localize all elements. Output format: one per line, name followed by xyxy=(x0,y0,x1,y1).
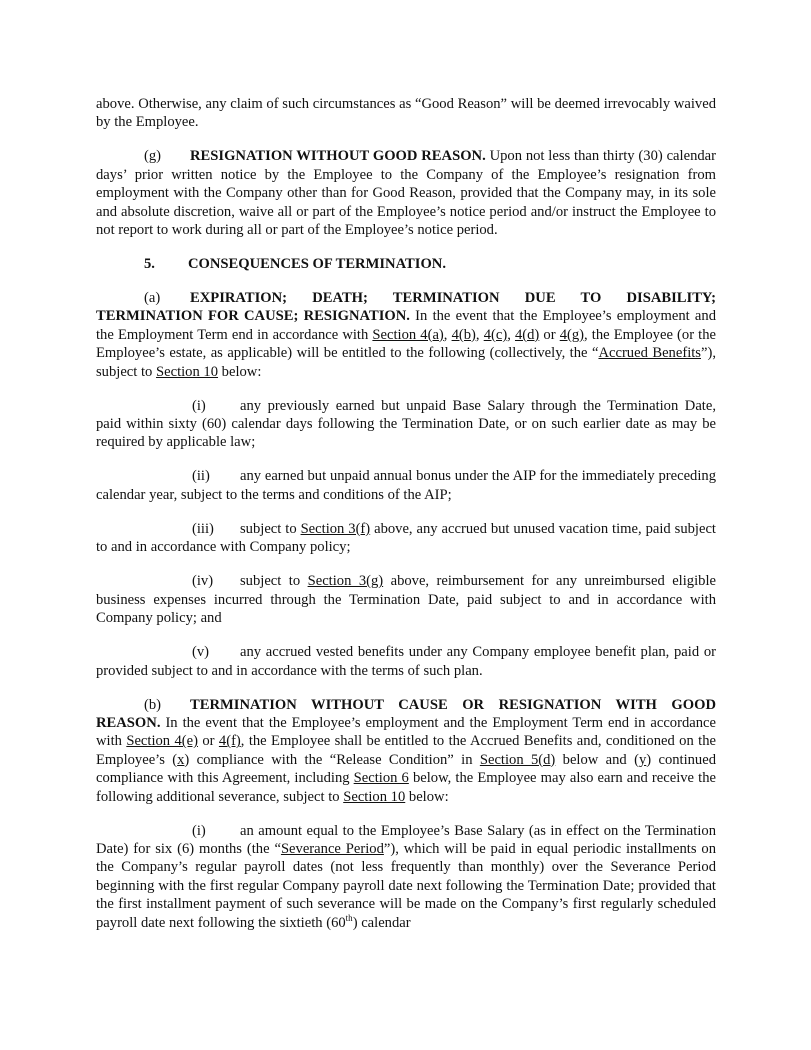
section-heading: EXPIRATION; DEATH; TERMINATION DUE TO DISABILITY; TERMINATION FOR CAUSE; RESIGNATION. xyxy=(96,290,716,325)
defined-term: Accrued Benefits xyxy=(598,345,701,362)
cross-reference: Section 5(d) xyxy=(479,751,556,768)
cross-reference: Section 6 xyxy=(353,770,409,787)
section-5a-paragraph: (a) EXPIRATION; DEATH; TERMINATION DUE TO DISABILITY; TERMINATION FOR CAUSE; RESIGNATION. In the event that the Employee’s employment and the Employment Term end in accordance with Section 4(a), 4(b), 4(c), 4(d) or 4(g), the Employee (or the Employee’s estate, as applicable) will be entitled to the following (collectively, the “Accrued Benefits”), subject to Section 10 below: xyxy=(96,290,717,380)
paragraph-continuation: above. Otherwise, any claim of such circumstances as “Good Reason” will be deemed irrevocably waived by the Employee. xyxy=(96,96,716,131)
cross-reference: Section 4(e) xyxy=(126,733,198,750)
cross-reference: 4(d) xyxy=(514,326,540,343)
list-item: (i) any previously earned but unpaid Base Salary through the Termination Date, paid within sixty (60) calendar days following the Termination Date, or on such earlier date as may be required by applicable law; xyxy=(96,397,716,451)
section-5b-paragraph: (b) TERMINATION WITHOUT CAUSE OR RESIGNATION WITH GOOD REASON. In the event that the Employee’s employment and the Employment Term end in accordance with Section 4(e) or 4(f), the Employee shall be entitled to the Accrued Benefits and, conditioned on the Employee’s (x) compliance with the “Release Condition” in Section 5(d) below and (y) continued compliance with this Agreement, including Section 6 below, the Employee may also earn and receive the following additional severance, subject to Section 10 below: xyxy=(96,696,717,805)
item-label: (i) xyxy=(192,822,206,839)
cross-reference: 4(f) xyxy=(218,733,241,750)
item-label: (v) xyxy=(192,644,210,661)
ordinal-suffix: th xyxy=(345,912,353,923)
cross-reference: Section 3(f) xyxy=(300,520,371,537)
section-5-heading xyxy=(96,255,716,273)
section-title: CONSEQUENCES OF TERMINATION. xyxy=(188,256,446,273)
cross-reference: Section 10 xyxy=(156,363,219,380)
list-item: (v) any accrued vested benefits under any Company employee benefit plan, paid or provided subject to and in accordance with the terms of such plan. xyxy=(96,644,716,679)
cross-reference: Section 10 xyxy=(343,788,406,805)
clause-marker: x xyxy=(177,751,185,768)
defined-term: Severance Period xyxy=(280,840,384,857)
list-item: (i) an amount equal to the Employee’s Base Salary (as in effect on the Termination Date) for six (6) months (the “Severance Period”), which will be paid in equal periodic installments on the Company’s regular payroll dates (not less frequently than monthly) over the Severance Period beginning with the first regular Company payroll date next following the Termination Date; provided that the first installment payment of such severance will be made on the Company’s first regularly scheduled payroll date next following the sixtieth (60th) calendar xyxy=(96,822,717,931)
item-label: (iii) xyxy=(192,520,214,537)
section-4g-paragraph: (g) RESIGNATION WITHOUT GOOD REASON. Upon not less than thirty (30) calendar days’ prior written notice by the Employee to the Company of the Employee’s resignation from employment with the Company other than for Good Reason, provided that the Company may, in its sole and absolute discretion, waive all or part of the Employee’s notice period and/or instruct the Employee to not report to work during all or part of the Employee’s notice period. xyxy=(96,148,716,239)
cross-reference: 4(g) xyxy=(559,326,585,343)
cross-reference: 4(b) xyxy=(451,326,476,343)
section-label: (g) xyxy=(144,148,162,165)
item-label: (i) xyxy=(192,397,206,414)
document-body xyxy=(96,95,716,948)
list-item: (iv) subject to Section 3(g) above, reimbursement for any unreimbursed eligible business expenses incurred through the Termination Date, paid subject to and in accordance with Company policy; and xyxy=(96,573,716,627)
section-number: 5. xyxy=(144,256,155,273)
item-label: (iv) xyxy=(192,573,214,590)
list-item: (ii) any earned but unpaid annual bonus under the AIP for the immediately preceding calendar year, subject to the terms and conditions of the AIP; xyxy=(96,468,716,503)
cross-reference: 4(c) xyxy=(483,326,508,343)
section-heading: TERMINATION WITHOUT CAUSE OR RESIGNATION WITH GOOD REASON. xyxy=(96,696,716,731)
section-heading: RESIGNATION WITHOUT GOOD REASON. xyxy=(190,148,486,165)
list-item: (iii) subject to Section 3(f) above, any accrued but unused vacation time, paid subject to and in accordance with Company policy; xyxy=(96,520,716,556)
cross-reference: Section 3(g) xyxy=(307,573,384,590)
clause-marker: y xyxy=(638,751,647,768)
item-label: (ii) xyxy=(192,468,210,485)
section-label: (b) xyxy=(144,696,162,713)
section-label: (a) xyxy=(144,290,161,307)
cross-reference: Section 4(a) xyxy=(372,326,444,343)
